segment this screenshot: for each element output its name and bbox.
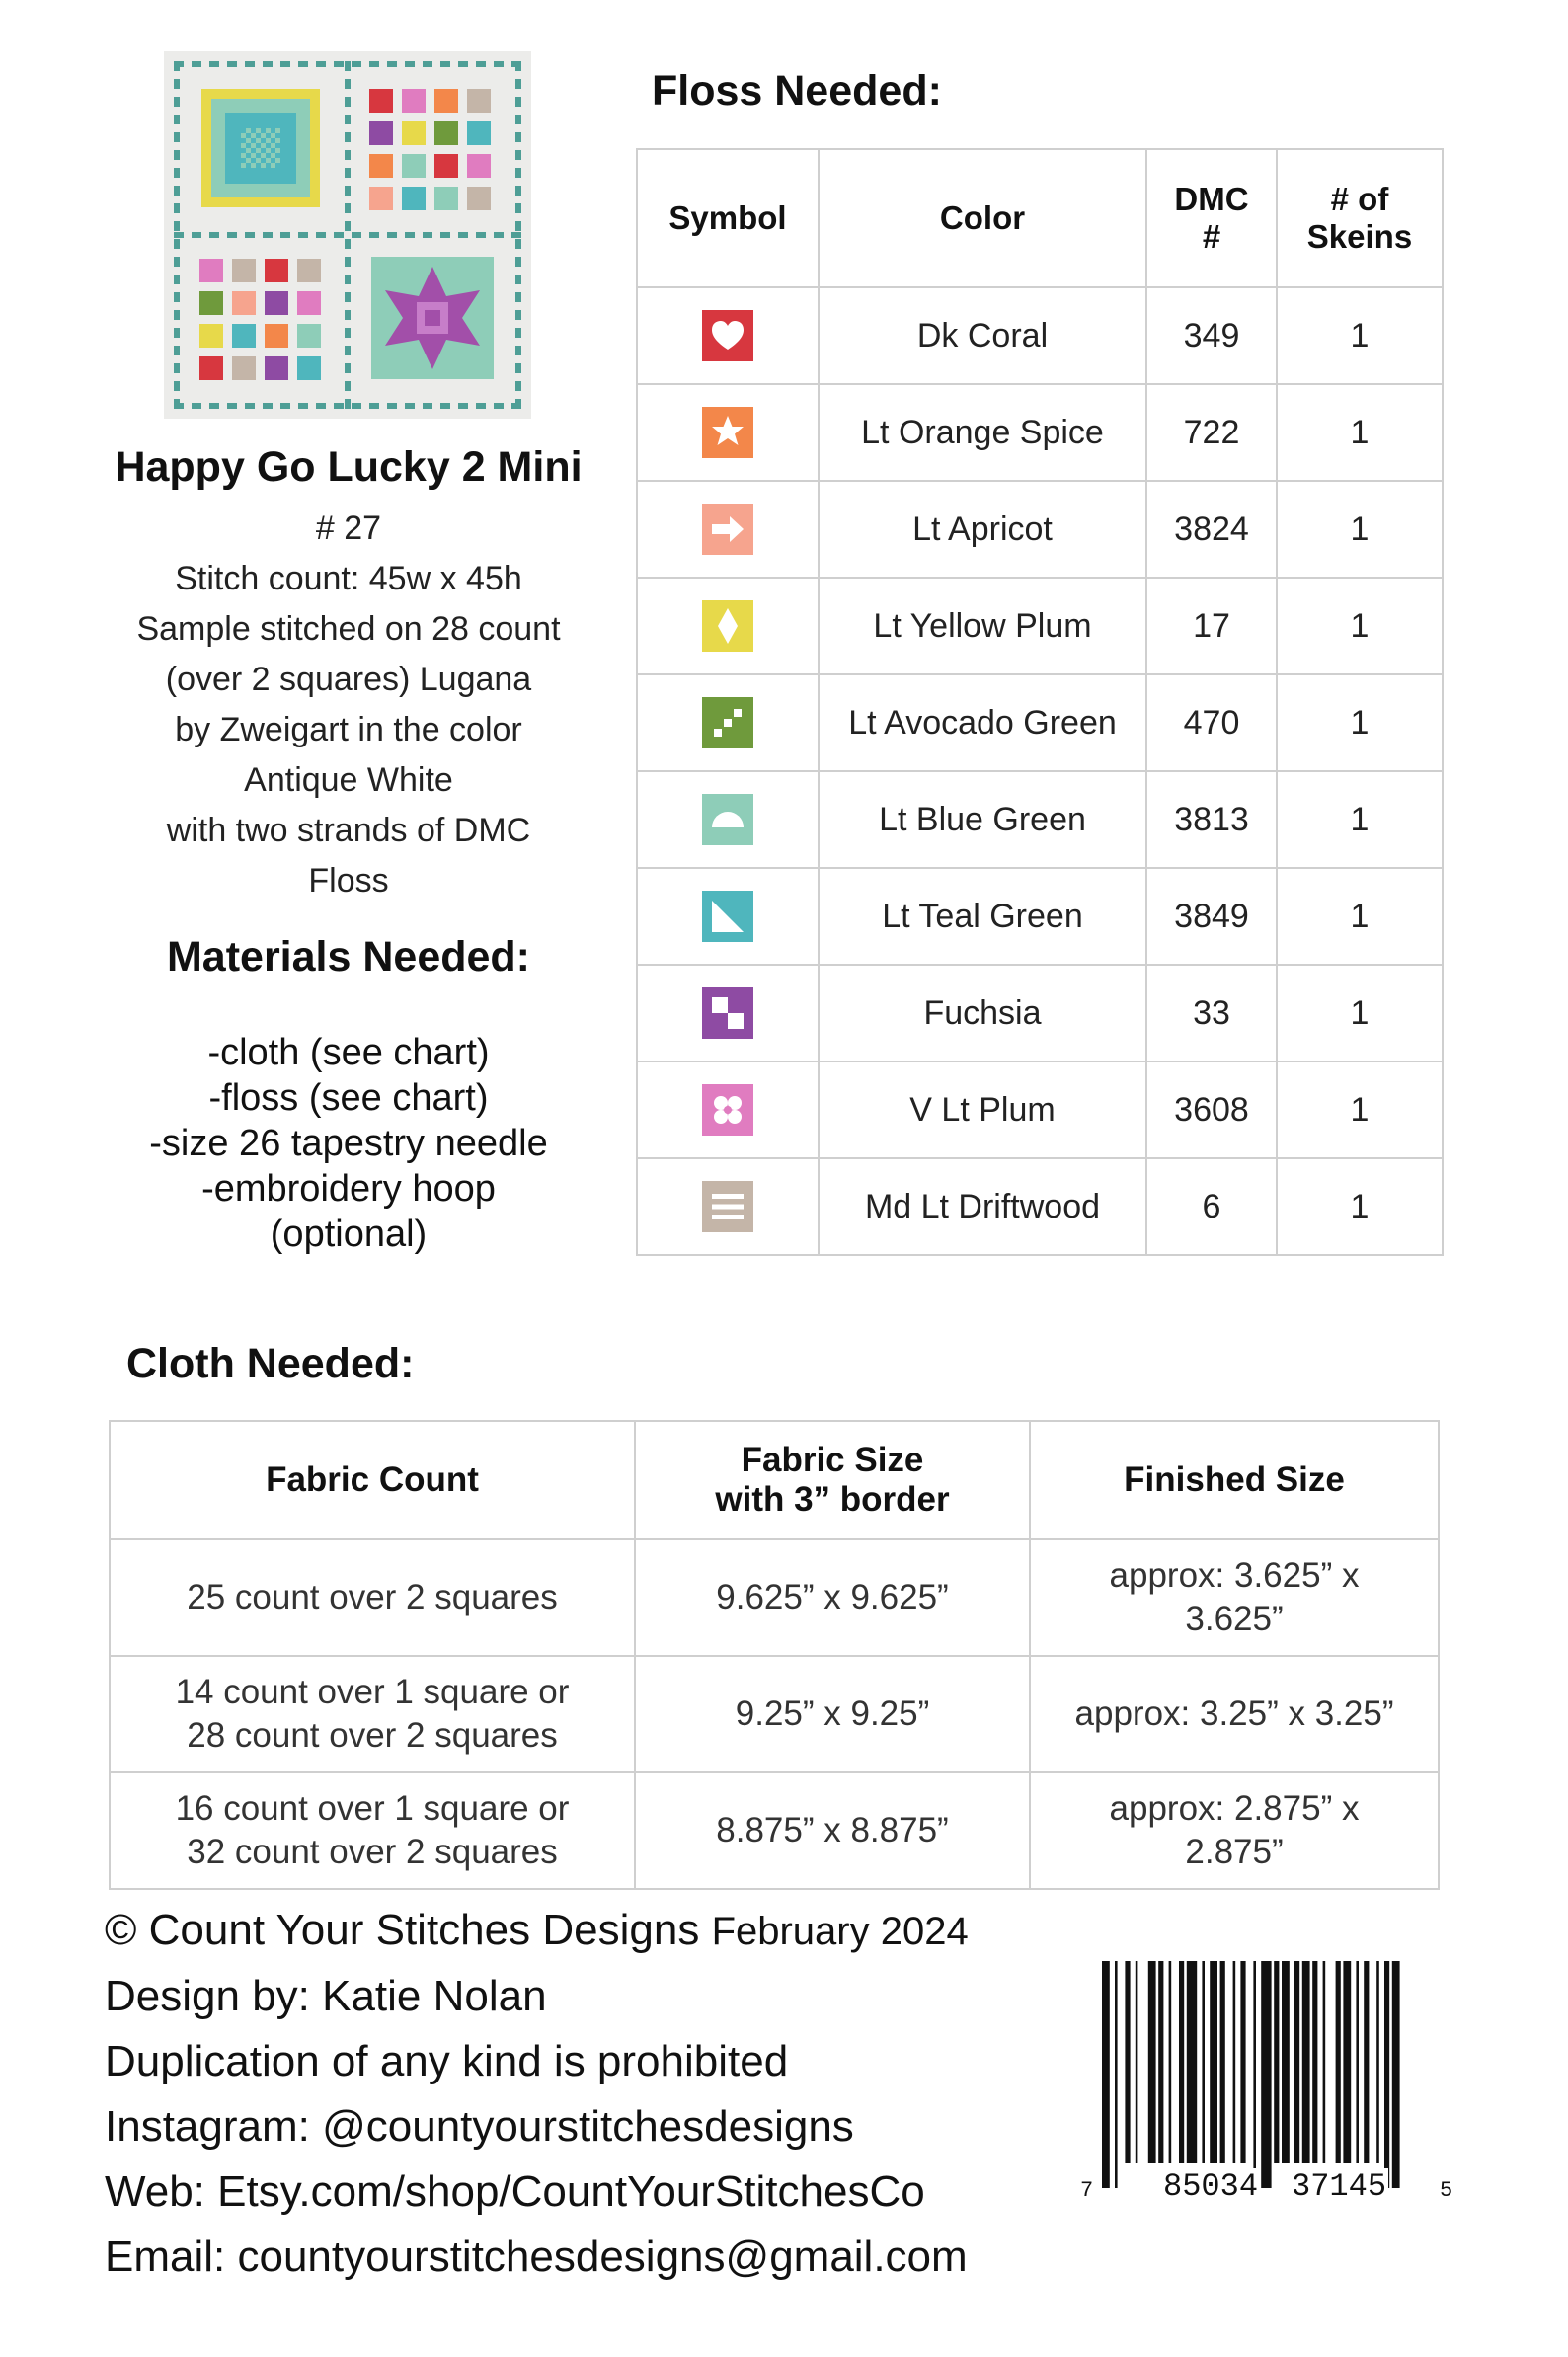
header-fabric-count: Fabric Count xyxy=(110,1421,635,1539)
arrow-right-icon xyxy=(702,504,753,555)
preview-grid-square xyxy=(467,121,491,145)
floss-row xyxy=(637,481,1443,578)
cloth-count-line: 32 count over 2 squares xyxy=(187,1833,558,1871)
floss-symbol-cell xyxy=(637,674,819,771)
floss-symbol-cell xyxy=(637,384,819,481)
preview-grid-square xyxy=(467,154,491,178)
floss-color-cell: Lt Apricot xyxy=(819,481,1146,578)
preview-motif-center xyxy=(241,128,280,168)
floss-skeins-cell: 1 xyxy=(1277,674,1443,771)
cloth-finished-size-cell xyxy=(1030,1772,1439,1889)
cloth-fabric-size-cell: 9.625” x 9.625” xyxy=(635,1539,1030,1656)
preview-grid-square xyxy=(434,89,458,113)
floss-dmc-cell: 349 xyxy=(1146,287,1277,384)
cloth-count-line: 14 count over 1 square or xyxy=(175,1673,570,1711)
header-fabric-size-line: Fabric Size xyxy=(741,1441,924,1479)
description-line: (over 2 squares) Lugana xyxy=(165,661,532,698)
cloth-row xyxy=(110,1656,1439,1772)
cloth-count-cell xyxy=(110,1539,635,1656)
preview-grid-square xyxy=(265,259,288,282)
floss-skeins-cell: 1 xyxy=(1277,384,1443,481)
cloth-finished-line: 2.875” xyxy=(1185,1833,1284,1871)
floss-row xyxy=(637,287,1443,384)
floss-dmc-cell: 3824 xyxy=(1146,481,1277,578)
floss-color-cell: Lt Blue Green xyxy=(819,771,1146,868)
preview-grid-square xyxy=(297,356,321,380)
preview-motif-grid xyxy=(369,89,496,215)
floss-row xyxy=(637,578,1443,674)
triangle-corner-icon xyxy=(702,891,753,942)
preview-grid-square xyxy=(199,291,223,315)
materials-item: -size 26 tapestry needle xyxy=(149,1123,548,1164)
cloth-row xyxy=(110,1539,1439,1656)
materials-item: -cloth (see chart) xyxy=(207,1032,490,1073)
floss-color-cell: Lt Avocado Green xyxy=(819,674,1146,771)
pattern-description xyxy=(59,504,638,906)
description-line: with two strands of DMC xyxy=(166,812,531,849)
floss-symbol-cell xyxy=(637,868,819,965)
copyright-date: February 2024 xyxy=(711,1910,969,1953)
floss-header-row xyxy=(637,149,1443,287)
floss-table xyxy=(636,148,1444,1256)
upc-barcode xyxy=(1080,1961,1453,2218)
floss-symbol-cell xyxy=(637,287,819,384)
checker-icon xyxy=(702,987,753,1039)
cloth-finished-size-cell xyxy=(1030,1656,1439,1772)
cloth-finished-line: approx: 2.875” x xyxy=(1109,1789,1360,1828)
preview-grid-square xyxy=(232,356,256,380)
floss-color-cell: Lt Teal Green xyxy=(819,868,1146,965)
cloth-finished-line: approx: 3.25” x 3.25” xyxy=(1074,1694,1394,1733)
floss-skeins-cell: 1 xyxy=(1277,771,1443,868)
floss-skeins-cell: 1 xyxy=(1277,868,1443,965)
cloth-fabric-size-cell: 9.25” x 9.25” xyxy=(635,1656,1030,1772)
barcode-check-digit: 5 xyxy=(1440,2178,1453,2203)
floss-color-cell: Lt Yellow Plum xyxy=(819,578,1146,674)
preview-grid-square xyxy=(467,89,491,113)
cloth-count-line: 28 count over 2 squares xyxy=(187,1716,558,1755)
preview-grid-square xyxy=(369,187,393,210)
floss-symbol-cell xyxy=(637,1158,819,1255)
floss-heading: Floss Needed: xyxy=(652,67,942,115)
pattern-number: # 27 xyxy=(315,510,382,547)
preview-grid-square xyxy=(232,259,256,282)
cloth-count-cell xyxy=(110,1656,635,1772)
preview-grid-square xyxy=(402,89,426,113)
floss-dmc-cell: 17 xyxy=(1146,578,1277,674)
cloth-finished-line: 3.625” xyxy=(1185,1600,1284,1638)
cloth-finished-size-cell xyxy=(1030,1539,1439,1656)
floss-dmc-cell: 470 xyxy=(1146,674,1277,771)
floss-skeins-cell: 1 xyxy=(1277,1158,1443,1255)
description-line: Stitch count: 45w x 45h xyxy=(175,560,522,597)
header-color: Color xyxy=(819,149,1146,287)
copyright-text: © Count Your Stitches Designs xyxy=(105,1906,700,1954)
duplication-notice: Duplication of any kind is prohibited xyxy=(105,2037,789,2085)
pattern-preview-image xyxy=(164,51,531,419)
description-line: Floss xyxy=(308,862,389,900)
cloth-table xyxy=(109,1420,1440,1890)
preview-grid-square xyxy=(467,187,491,210)
floss-symbol-cell xyxy=(637,771,819,868)
floss-row xyxy=(637,771,1443,868)
preview-grid-square xyxy=(232,324,256,348)
cloth-fabric-size-cell: 8.875” x 8.875” xyxy=(635,1772,1030,1889)
preview-grid-square xyxy=(369,121,393,145)
preview-motif-grid xyxy=(199,259,326,385)
floss-skeins-cell: 1 xyxy=(1277,287,1443,384)
preview-grid-square xyxy=(434,121,458,145)
materials-list xyxy=(59,1030,638,1257)
floss-dmc-cell: 6 xyxy=(1146,1158,1277,1255)
floss-color-cell: Md Lt Driftwood xyxy=(819,1158,1146,1255)
email-line: Email: countyourstitchesdesigns@gmail.com xyxy=(105,2233,968,2281)
barcode-bars xyxy=(1094,1961,1450,2188)
preview-grid-square xyxy=(199,356,223,380)
barcode-right-digits: 37145 xyxy=(1292,2168,1387,2205)
header-dmc: DMC # xyxy=(1146,149,1277,287)
floss-color-cell: Fuchsia xyxy=(819,965,1146,1061)
preview-grid-square xyxy=(402,187,426,210)
designer-line: Design by: Katie Nolan xyxy=(105,1972,547,2020)
preview-grid-square xyxy=(297,291,321,315)
floss-row xyxy=(637,868,1443,965)
cloth-count-cell xyxy=(110,1772,635,1889)
preview-grid-square xyxy=(232,291,256,315)
header-symbol: Symbol xyxy=(637,149,819,287)
floss-symbol-cell xyxy=(637,481,819,578)
copyright-line xyxy=(105,1898,969,1964)
preview-grid-square xyxy=(369,89,393,113)
header-fabric-size-line: with 3” border xyxy=(715,1480,950,1519)
floss-dmc-cell: 3813 xyxy=(1146,771,1277,868)
cloth-count-line: 25 count over 2 squares xyxy=(187,1578,558,1616)
diamond-icon xyxy=(702,600,753,652)
cloth-header-row xyxy=(110,1421,1439,1539)
lines-icon xyxy=(702,1181,753,1232)
header-skeins: # of Skeins xyxy=(1277,149,1443,287)
floss-dmc-cell: 722 xyxy=(1146,384,1277,481)
floss-symbol-cell xyxy=(637,1061,819,1158)
floss-row xyxy=(637,384,1443,481)
star-icon xyxy=(702,407,753,458)
header-fabric-size xyxy=(635,1421,1030,1539)
pattern-title: Happy Go Lucky 2 Mini xyxy=(115,443,583,491)
cloth-count-line: 16 count over 1 square or xyxy=(175,1789,570,1828)
floss-row xyxy=(637,674,1443,771)
preview-grid-square xyxy=(297,259,321,282)
preview-grid-square xyxy=(369,154,393,178)
materials-item: -floss (see chart) xyxy=(208,1077,489,1119)
floss-color-cell: V Lt Plum xyxy=(819,1061,1146,1158)
preview-grid-square xyxy=(265,324,288,348)
floss-color-cell: Lt Orange Spice xyxy=(819,384,1146,481)
barcode-left-digits: 85034 xyxy=(1163,2168,1259,2205)
description-line: by Zweigart in the color xyxy=(175,711,522,748)
floss-row xyxy=(637,1061,1443,1158)
floss-dmc-cell: 3849 xyxy=(1146,868,1277,965)
floss-symbol-cell xyxy=(637,578,819,674)
instagram-line: Instagram: @countyourstitchesdesigns xyxy=(105,2102,854,2151)
preview-grid-square xyxy=(402,154,426,178)
preview-grid-square xyxy=(402,121,426,145)
dots-diagonal-icon xyxy=(702,697,753,748)
heart-icon xyxy=(702,310,753,361)
description-line: Sample stitched on 28 count xyxy=(136,610,561,648)
floss-skeins-cell: 1 xyxy=(1277,1061,1443,1158)
materials-heading: Materials Needed: xyxy=(166,933,531,981)
web-line: Web: Etsy.com/shop/CountYourStitchesCo xyxy=(105,2167,925,2216)
floss-skeins-cell: 1 xyxy=(1277,965,1443,1061)
floss-row xyxy=(637,965,1443,1061)
cloth-row xyxy=(110,1772,1439,1889)
floss-row xyxy=(637,1158,1443,1255)
cloth-finished-line: approx: 3.625” x xyxy=(1109,1556,1360,1595)
floss-dmc-cell: 33 xyxy=(1146,965,1277,1061)
floss-color-cell: Dk Coral xyxy=(819,287,1146,384)
preview-divider-vertical xyxy=(345,61,351,409)
preview-grid-square xyxy=(297,324,321,348)
floss-symbol-cell xyxy=(637,965,819,1061)
preview-grid-square xyxy=(265,291,288,315)
preview-grid-square xyxy=(434,154,458,178)
description-line: Antique White xyxy=(244,761,453,799)
preview-grid-square xyxy=(199,259,223,282)
footer-credits xyxy=(105,1898,969,2290)
header-finished-size: Finished Size xyxy=(1030,1421,1439,1539)
preview-grid-square xyxy=(265,356,288,380)
half-circle-icon xyxy=(702,794,753,845)
preview-grid-square xyxy=(434,187,458,210)
floss-skeins-cell: 1 xyxy=(1277,481,1443,578)
floss-skeins-cell: 1 xyxy=(1277,578,1443,674)
floss-dmc-cell: 3608 xyxy=(1146,1061,1277,1158)
barcode-lead-digit: 7 xyxy=(1080,2178,1094,2203)
flower-icon xyxy=(702,1084,753,1136)
preview-motif-star xyxy=(371,257,494,379)
preview-grid-square xyxy=(199,324,223,348)
cloth-heading: Cloth Needed: xyxy=(126,1340,415,1387)
materials-item: -embroidery hoop xyxy=(201,1168,496,1210)
materials-item: (optional) xyxy=(270,1214,428,1255)
